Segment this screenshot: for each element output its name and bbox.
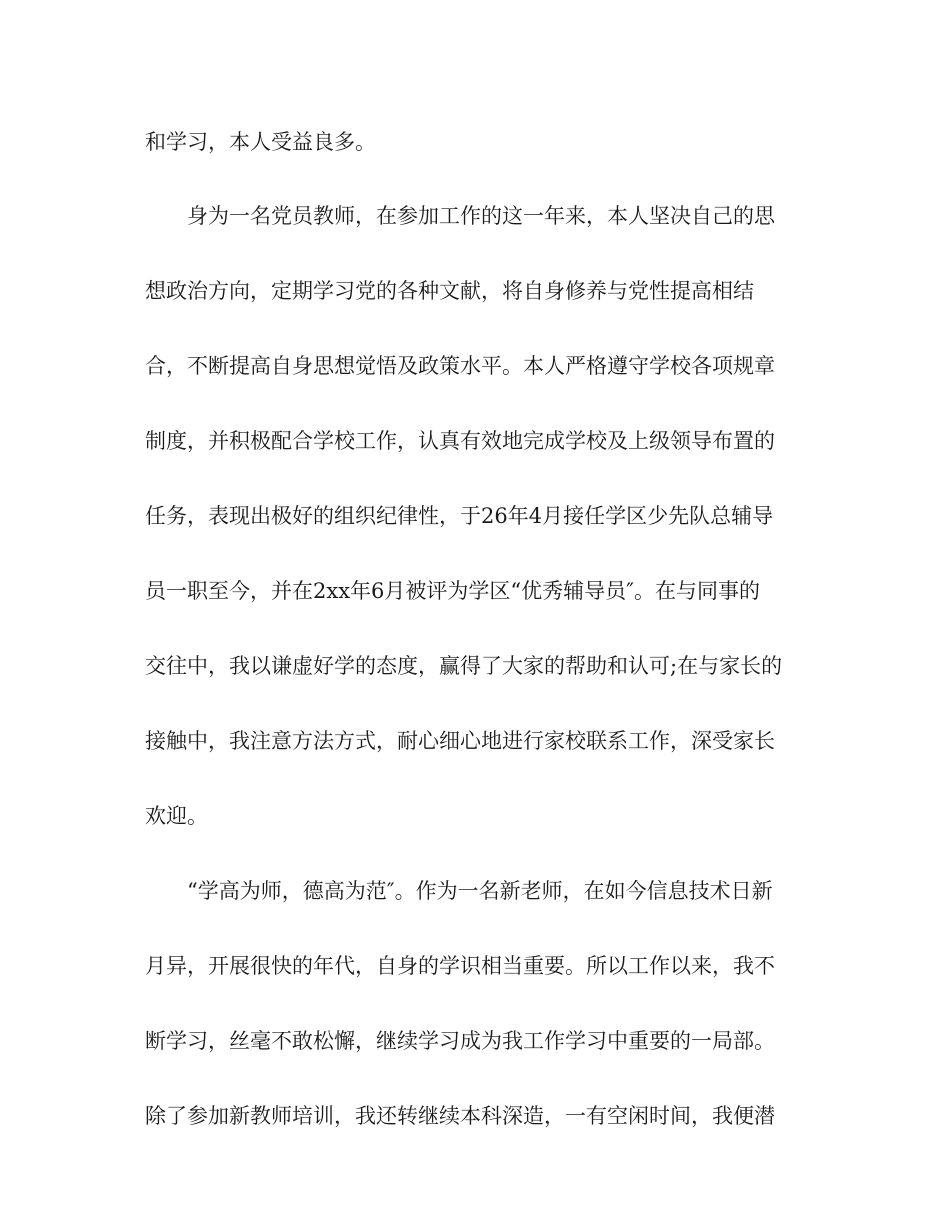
text-line-7: 员一职至今，并在2xx年6月被评为学区“优秀辅导员″。在与同事的 [145,579,760,603]
text-line-5: 制度，并积极配合学校工作，认真有效地完成学校及上级领导布置的 [145,429,775,453]
text-line-3: 想政治方向，定期学习党的各种文献，将自身修养与党性提高相结 [145,279,754,303]
text-line-12: 月异，开展很快的年代，自身的学识相当重要。所以工作以来，我不 [145,954,775,978]
text-line-2: 身为一名党员教师，在参加工作的这一年来，本人坚决自己的思 [187,204,775,228]
text-line-1: 和学习，本人受益良多。 [145,130,376,154]
text-line-14: 除了参加新教师培训，我还转继续本科深造，一有空闲时间，我便潜 [145,1104,775,1128]
text-line-13: 断学习，丝毫不敢松懈，继续学习成为我工作学习中重要的一局部。 [145,1029,775,1053]
text-line-6: 任务，表现出极好的组织纪律性，于26年4月接任学区少先队总辅导 [145,504,774,528]
text-line-10: 欢迎。 [145,804,208,828]
text-line-4: 合，不断提高自身思想觉悟及政策水平。本人严格遵守学校各项规章 [145,354,775,378]
text-line-9: 接触中，我注意方法方式，耐心细心地进行家校联系工作，深受家长 [145,729,775,753]
text-line-11: “学高为师，德高为范″。作为一名新老师，在如今信息技术日新 [187,879,773,903]
text-line-8: 交往中，我以谦虚好学的态度，赢得了大家的帮助和认可;在与家长的 [145,654,783,678]
